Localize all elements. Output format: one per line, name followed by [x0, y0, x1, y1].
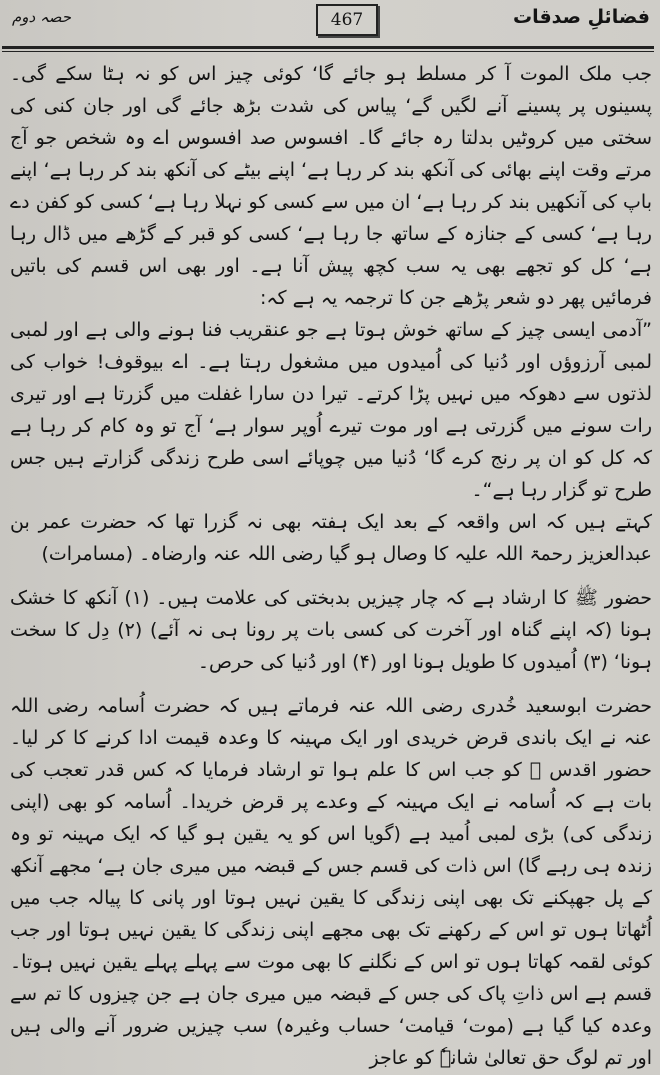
- header-divider-thin: [2, 51, 654, 52]
- page-number: 467: [316, 4, 378, 36]
- paragraph-4: حضور ﷺ کا ارشاد ہے کہ چار چیزیں بدبختی کی علامت ہیں۔ (۱) آنکھ کا خشک ہونا (کہ اپنے گناہ اور آخرت کی کسی بات پر رونا ہی نہ آئے) (۲) دِل کا سخت ہونا‘ (۳) اُمیدوں کا طویل ہونا اور (۴) اور دُنیا کی حرص۔: [10, 587, 652, 673]
- paragraph-3: کہتے ہیں کہ اس واقعہ کے بعد ایک ہفتہ بھی نہ گزرا تھا کہ حضرت عمر بن عبدالعزیز رحمۃ اللہ علیہ کا وصال ہو گیا رضی اللہ عنہ وارضاہ۔ (مسامرات): [10, 511, 652, 565]
- poem-translation: ”آدمی ایسی چیز کے ساتھ خوش ہوتا ہے جو عنقریب فنا ہونے والی ہے اور لمبی لمبی آرزوؤں اور دُنیا کی اُمیدوں میں مشغول رہتا ہے۔ اے بیوقوف! خواب کی لذتوں سے دھوکہ میں نہیں پڑا کرتے۔ تیرا دن سارا غفلت میں گزرتا ہے اور تیری رات سونے میں گزرتی ہے اور موت تیرے اُوپر سوار ہے‘ آج تو وہ کام کر رہا ہے کہ کل کو ان پر رنج کرے گا‘ دُنیا میں چوپائے اسی طرح زندگی گزارتے ہیں جس طرح تو گزار رہا ہے“۔: [10, 319, 652, 501]
- page-header: [0, 0, 660, 44]
- paragraph-gap: [10, 678, 652, 690]
- section-label: حصہ دوم: [12, 8, 72, 26]
- header-divider: [2, 46, 654, 49]
- page-body: [10, 58, 652, 1074]
- book-title: فضائلِ صدقات: [512, 6, 650, 28]
- paragraph-gap: [10, 570, 652, 582]
- paragraph-1: جب ملک الموت آ کر مسلط ہو جائے گا‘ کوئی چیز اس کو نہ ہٹا سکے گی۔ پسینوں پر پسینے آنے لگیں گے‘ پیاس کی شدت بڑھ جائے گی اور جان کنی کی سختی میں کروٹیں بدلتا رہ جائے گا۔ افسوس صد افسوس اے وہ شخص جو آج مرتے وقت اپنے بھائی کی آنکھ بند کر رہا ہے‘ اپنے بیٹے کی آنکھ بند کر رہا ہے‘ اپنے باپ کی آنکھیں بند کر رہا ہے‘ ان میں سے کسی کو نہلا رہا ہے‘ کسی کو کفن دے رہا ہے‘ کسی کے جنازہ کے ساتھ جا رہا ہے‘ کسی کو قبر کے گڑھے میں ڈال رہا ہے‘ کل کو تجھے بھی یہ سب کچھ پیش آنا ہے۔ اور بھی اس قسم کی باتیں فرمائیں پھر دو شعر پڑھے جن کا ترجمہ یہ ہے کہ:: [10, 63, 652, 309]
- paragraph-5: حضرت ابوسعید خُدری رضی اللہ عنہ فرماتے ہیں کہ حضرت اُسامہ رضی اللہ عنہ نے ایک باندی قرض خریدی اور ایک مہینہ کا وعدہ قیمت ادا کرنے کا کر لیا۔ حضور اقدس ﷺ کو جب اس کا علم ہوا تو ارشاد فرمایا کہ کس قدر تعجب کی بات ہے کہ اُسامہ نے ایک مہینہ کے وعدے پر قرض خریدا۔ اُسامہ کو بھی (اپنی زندگی کی) بڑی لمبی اُمید ہے (گویا اس کو یہ یقین ہو گیا کہ ایک مہینہ تو وہ زندہ ہی رہے گا) اس ذات کی قسم جس کے قبضہ میں میری جان ہے‘ مجھے آنکھ کے پل جھپکنے تک بھی اپنی زندگی کا یقین نہیں ہوتا اور پانی کا پیالہ جب میں اُٹھاتا ہوں تو اس کے رکھنے تک بھی مجھے اپنی زندگی کا یقین نہیں ہوتا اور جب کوئی لقمہ کھاتا ہوں تو اس کے نگلنے کا بھی موت سے پہلے پہلے یقین نہیں ہوتا۔ قسم ہے اس ذاتِ پاک کی جس کے قبضہ میں میری جان ہے جن چیزوں کا تم سے وعدہ کیا گیا ہے (موت‘ قیامت‘ حساب وغیرہ) سب چیزیں ضرور آنے والی ہیں اور تم لوگ حق تعالیٰ شانہٗ کو عاجز: [10, 695, 652, 1069]
